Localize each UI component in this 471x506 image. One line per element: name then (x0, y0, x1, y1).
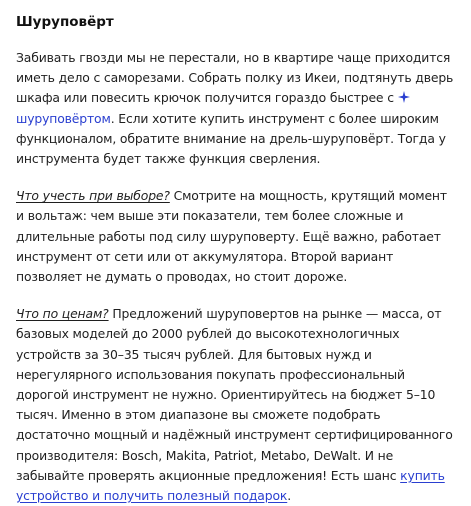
screwdriver-link-text: шуруповёртом (16, 110, 111, 126)
intro-text-b: . Если хотите купить инструмент с более широким функционалом, обратите внимание на дрель-шуруповёрт. Тогда у инструмента будет также функция сверления. (16, 110, 446, 167)
sparkle-icon (398, 91, 410, 103)
intro-text-a: Забивать гвозди мы не перестали, но в квартире чаще приходится иметь дело с саморезами. Собрать полку из Икеи, подтянуть дверь шкафа или повесить крючок получится гораздо быстрее с (16, 50, 454, 106)
paragraph-intro (16, 48, 455, 169)
gift-offer-link[interactable]: купить устройство и получить полезный подарок (16, 467, 445, 504)
article-title: Шуруповёрт (16, 14, 114, 30)
choice-text: Смотрите на мощность, крутящий момент и вольтаж: чем выше эти показатели, тем более сложные и длительные работы под силу шуруповерту. Ещё важно, работает инструмент от сети или от аккумулятора. Второй вариант позволяет не думать о проводах, но стоит дороже. (16, 188, 447, 285)
choice-question: Что учесть при выборе? (16, 188, 170, 204)
prices-end: . (287, 488, 292, 504)
paragraph-choice (16, 186, 455, 287)
paragraph-prices (16, 304, 455, 506)
prices-question: Что по ценам? (16, 306, 109, 322)
prices-text: Предложений шуруповертов на рынке — масса, от базовых моделей до 2000 рублей до высокотехнологичных устройств за 30–35 тысяч рублей. Для бытовых нужд и нерегулярного использования покупать профессиональный дорогой инструмент не нужно. Ориентируйтесь на бюджет 5–10 тысяч. Именно в этом диапазоне вы сможете подобрать достаточно мощный и надёжный инструмент сертифицированного производителя: Bosch, Makita, Patriot, Metabo, DeWalt. И не забывайте проверять акционные предложения! Есть шанс (16, 306, 453, 483)
